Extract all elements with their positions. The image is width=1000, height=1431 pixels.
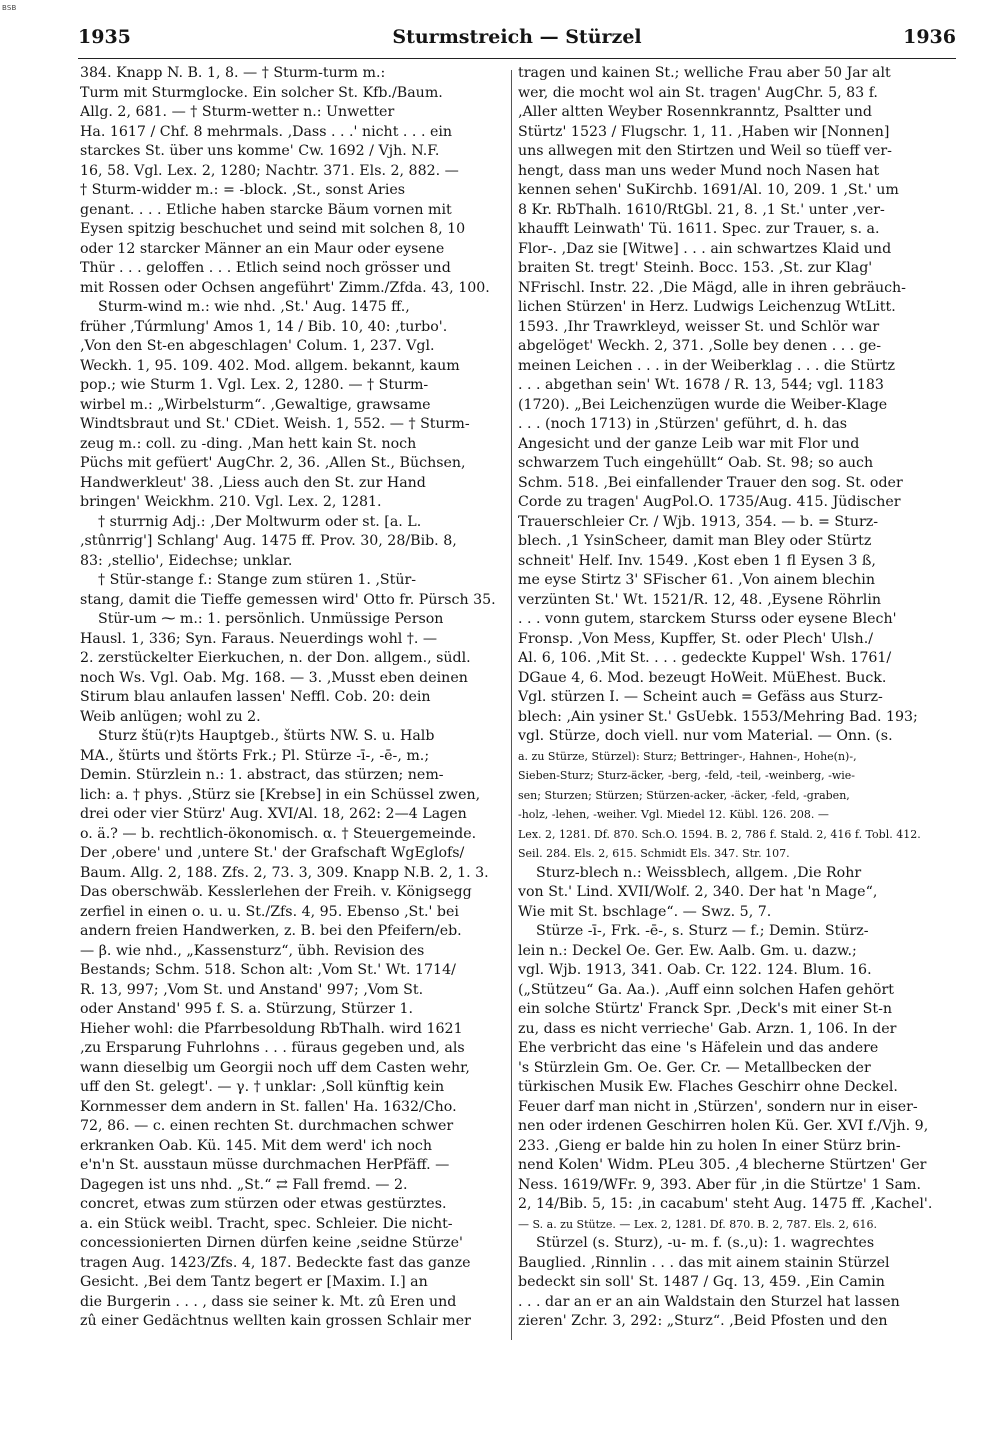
text-line: sen; Sturzen; Stürzen; Stürzen-acker, -äcker, -feld, -graben,: [518, 788, 850, 802]
text-line: zerfiel in einen o. u. u. St./Zfs. 4, 95. Ebenso ‚St.' bei: [80, 903, 459, 920]
text-line: („Stützeu“ Ga. Aa.). ‚Auff einn solchen Hafen gehört: [518, 981, 894, 998]
text-line: Stürzel (s. Sturz), -u- m. f. (s.,u): 1. wagrechtes: [536, 1235, 875, 1251]
text-line: Corde zu tragen' AugPol.O. 1735/Aug. 415. Jüdischer: [518, 494, 901, 510]
text-line: † Sturm-widder m.: = -block. ‚St., sonst Aries: [80, 182, 406, 198]
text-line: MA., štürts und štörts Frk.; Pl. Stürze -ī-, -ē-, m.;: [80, 747, 430, 764]
page-header: [78, 20, 956, 56]
text-line: Feuer darf man nicht in ‚Stürzen', sondern nur in eiser-: [518, 1098, 918, 1115]
text-line: noch Ws. Vgl. Oab. Mg. 168. — 3. ‚Musst eben deinen: [80, 669, 468, 686]
text-line: Sieben-Sturz; Sturz-äcker, -berg, -feld, -teil, -weinberg, -wie-: [518, 769, 856, 782]
text-line: Seil. 284. Els. 2, 615. Schmidt Els. 347. Str. 107.: [518, 847, 790, 860]
page-title: Sturmstreich — Stürzel: [392, 26, 642, 48]
text-line: starckes St. über uns komme' Cw. 1692 / Vjh. N.F.: [80, 143, 440, 159]
text-line: oder 12 starcker Männer an ein Maur oder eysene: [80, 240, 445, 257]
text-line: DGaue 4, 6. Mod. bezeugt HoWeit. MüEhest. Buck.: [518, 669, 887, 686]
text-line: lichen Stürzen' in Herz. Ludwigs Leichenzug WtLitt.: [518, 299, 896, 315]
text-line: nend Kolen' Widm. PLeu 305. ‚4 blecherne Stürtzen' Ger: [518, 1157, 927, 1173]
text-line: pop.; wie Sturm 1. Vgl. Lex. 2, 1280. — † Sturm-: [80, 377, 429, 393]
text-line: tragen und kainen St.; welliche Frau aber 50 Jar alt: [518, 65, 891, 81]
header-rule: [78, 58, 956, 59]
text-line: 2. zerstückelter Eierkuchen, n. der Don. allgem., südl.: [80, 650, 471, 666]
left-column: [80, 64, 505, 1346]
text-line: † Stür-stange f.: Stange zum stüren 1. ‚Stür-: [98, 572, 417, 588]
text-line: a. zu Stürze, Stürzel): Sturz; Bettringer-, Hahnen-, Hohe(n)-,: [518, 749, 857, 763]
text-line: Angesicht und der ganze Leib war mit Flor und: [518, 435, 860, 452]
text-line: nen oder irdenen Geschirren holen Kü. Ger. XVI f./Vjh. 9,: [518, 1118, 929, 1134]
text-line: blech: ‚Ain ysiner St.' GsUebk. 1553/Mehring Bad. 193;: [518, 708, 918, 725]
text-line: o. ä.? — b. rechtlich-ökonomisch. α. † Steuergemeinde.: [80, 825, 477, 842]
text-line: uns allwegen mit den Stirtzen und Weil so tüeff ver-: [518, 143, 892, 159]
library-stamp: BSB: [2, 4, 17, 12]
text-line: Fronsp. ‚Von Mess, Kupffer, St. oder Plech' Ulsh./: [518, 630, 873, 647]
text-line: meinen Leichen . . . in der Weiberklag . . . die Stürtz: [518, 357, 895, 374]
text-line: drei oder vier Stürz' Aug. XVI/Al. 18, 262: 2—4 Lagen: [80, 806, 467, 822]
text-line: Stürze -ī-, Frk. -ē-, s. Sturz — f.; Demin. Stürz-: [536, 923, 869, 939]
text-line: 2, 14/Bib. 5, 15: ‚in cacabum' steht Aug. 1475 ff. ‚Kachel'.: [518, 1196, 933, 1212]
text-line: me eyse Stirtz 3' SFischer 61. ‚Von ainem blechin: [518, 572, 875, 588]
text-line: concessionierten Dirnen dürfen keine ‚seidne Stürze': [80, 1235, 463, 1251]
text-line: (1720). „Bei Leichenzügen wurde die Weiber-Klage: [518, 396, 888, 413]
text-line: Flor-. ‚Daz sie [Witwe] . . . ain schwartzes Klaid und: [518, 240, 892, 257]
text-line: Dagegen ist uns nhd. „St.“ ⇄ Fall fremd. — 2.: [80, 1176, 408, 1193]
text-line: khaufft Leinwath' Tü. 1611. Spec. zur Trauer, s. a.: [518, 221, 880, 237]
text-line: . . . (noch 1713) in ‚Stürzen' geführt, d. h. das: [518, 416, 848, 432]
text-line: ‚Von den St-en abgeschlagen' Colum. 1, 237. Vgl.: [80, 338, 435, 354]
text-line: 384. Knapp N. B. 1, 8. — † Sturm-turm m.:: [80, 65, 386, 81]
text-line: Hieher wohl: die Pfarrbesoldung RbThalh. wird 1621: [80, 1020, 463, 1037]
text-line: Sturm-wind m.: wie nhd. ‚St.' Aug. 1475 ff.,: [98, 299, 410, 315]
text-line: Ha. 1617 / Chf. 8 mehrmals. ‚Dass . . .' nicht . . . ein: [80, 123, 453, 140]
text-line: . . . vonn gutem, starckem Sturss oder eysene Blech': [518, 611, 897, 627]
text-line: Al. 6, 106. ‚Mit St. . . . gedeckte Kuppel' Wsh. 1761/: [518, 650, 892, 666]
text-line: Thür . . . geloffen . . . Etlich seind noch grösser und: [80, 260, 451, 276]
text-line: Hausl. 1, 336; Syn. Faraus. Neuerdings wohl †. —: [80, 630, 438, 647]
text-line: 72, 86. — c. einen rechten St. durchmachen schwer: [80, 1118, 454, 1134]
text-line: Lex. 2, 1281. Df. 870. Sch.O. 1594. B. 2, 786 f. Stald. 2, 416 f. Tobl. 412.: [518, 827, 921, 841]
text-line: von St.' Lind. XVII/Wolf. 2, 340. Der hat 'n Mage“,: [518, 884, 878, 900]
text-line: zieren' Zchr. 3, 292: „Sturz“. ‚Beid Pfosten und den: [518, 1313, 888, 1329]
text-line: Windtsbraut und St.' CDiet. Weish. 1, 552. — † Sturm-: [80, 416, 470, 432]
text-line: 1593. ‚Ihr Trawrkleyd, weisser St. und Schlör war: [518, 318, 880, 335]
text-line: † sturrnig Adj.: ‚Der Moltwurm oder st. [a. L.: [98, 513, 422, 530]
text-line: 16, 58. Vgl. Lex. 2, 1280; Nachtr. 371. Els. 2, 882. —: [80, 162, 459, 179]
text-line: Ness. 1619/WFr. 9, 393. Aber für ‚in die Stürtze' 1 Sam.: [518, 1176, 922, 1193]
text-line: Stürtz' 1523 / Flugschr. 1, 11. ‚Haben wir [Nonnen]: [518, 123, 890, 140]
text-line: die Burgerin . . . , dass sie seiner k. Mt. zû Eren und: [80, 1293, 457, 1310]
text-line: wirbel m.: „Wirbelsturm“. ‚Gewaltige, grawsame: [80, 396, 431, 413]
text-line: bringen' Weickhm. 210. Vgl. Lex. 2, 1281.: [80, 494, 382, 510]
text-line: genant. . . . Etliche haben starcke Bäum vornen mit: [80, 201, 452, 218]
text-line: Ehe verbricht das eine 's Häfelein und das andere: [518, 1040, 879, 1056]
text-line: hengt, dass man uns weder Mund noch Nasen hat: [518, 162, 880, 179]
text-line: ‚stûnrrig'] Schlang' Aug. 1475 ff. Prov. 30, 28/Bib. 8,: [80, 533, 457, 549]
text-line: Das oberschwäb. Kesslerlehen der Freih. v. Königsegg: [80, 884, 472, 900]
text-line: Der ‚obere' und ‚untere St.' der Grafschaft WgEglofs/: [80, 845, 465, 861]
text-line: Eysen spitzig beschuchet und seind mit solchen 8, 10: [80, 221, 466, 237]
text-line: e'n'n St. ausstaun müsse durchmachen HerPfäff. —: [80, 1157, 450, 1173]
text-line: Schm. 518. ‚Bei einfallender Trauer den sog. St. oder: [518, 474, 903, 491]
text-line: — S. a. zu Stütze. — Lex. 2, 1281. Df. 870. B. 2, 787. Els. 2, 616.: [518, 1217, 878, 1231]
text-line: Kornmesser dem andern in St. fallen' Ha. 1632/Cho.: [80, 1098, 457, 1115]
column-divider: [511, 70, 512, 1340]
text-line: Weckh. 1, 95. 109. 402. Mod. allgem. bekannt, kaum: [80, 357, 460, 374]
text-line: a. ein Stück weibl. Tracht, spec. Schleier. Die nicht-: [80, 1215, 453, 1232]
text-line: schneit' Helf. Inv. 1549. ‚Kost eben 1 fl Eysen 3 ß,: [518, 552, 876, 569]
text-line: ‚zu Ersparung Fuhrlohns . . . füraus gegeben und, als: [80, 1040, 465, 1056]
text-line: zeug m.: coll. zu -ding. ‚Man hett kain St. noch: [80, 435, 417, 452]
page-number-left: 1935: [78, 26, 131, 48]
text-line: 233. ‚Gieng er balde hin zu holen In einer Stürz brin-: [518, 1137, 901, 1154]
text-line: . . . dar an er an ain Waldstain den Sturzel hat lassen: [518, 1293, 900, 1310]
text-line: Handwerkleut' 38. ‚Liess auch den St. zur Hand: [80, 474, 426, 491]
page-number-right: 1936: [903, 26, 956, 48]
text-line: blech. ‚1 YsinScheer, damit man Bley oder Stürtz: [518, 533, 872, 549]
text-line: Weib anlügen; wohl zu 2.: [80, 708, 261, 725]
text-line: Demin. Stürzlein n.: 1. abstract, das stürzen; nem-: [80, 767, 444, 783]
text-line: NFrischl. Instr. 22. ‚Die Mägd, alle in ihren gebräuch-: [518, 279, 906, 296]
text-line: Allg. 2, 681. — † Sturm-wetter n.: Unwetter: [80, 104, 395, 120]
text-line: ein solche Stürtz' Franck Spr. ‚Deck's mit einer St-n: [518, 1001, 892, 1017]
text-line: schwarzem Tuch eingehüllt“ Oab. St. 98; so auch: [518, 455, 874, 471]
text-line: stang, damit die Tieffe gemessen wird' Otto fr. Pürsch 35.: [80, 591, 496, 608]
text-line: kennen sehen' SuKirchb. 1691/Al. 10, 209. 1 ‚St.' um: [518, 182, 899, 198]
text-line: Stirum blau anlaufen lassen' Neffl. Cob. 20: dein: [80, 689, 431, 705]
text-line: 's Stürzlein Gm. Oe. Ger. Cr. — Metallbecken der: [518, 1059, 871, 1076]
text-line: türkischen Musik Ew. Flaches Geschirr ohne Deckel.: [518, 1079, 898, 1095]
text-line: bedeckt sin soll' St. 1487 / Gq. 13, 459. ‚Ein Camin: [518, 1274, 885, 1290]
text-line: Sturz-blech n.: Weissblech, allgem. ‚Die Rohr: [536, 864, 862, 881]
text-line: Sturz štü(r)ts Hauptgeb., štürts NW. S. u. Halb: [98, 728, 435, 744]
text-line: oder Anstand' 995 f. S. a. Stürzung, Stürzer 1.: [80, 1001, 414, 1017]
right-column: [518, 64, 956, 1346]
text-line: Stür-um ⁓ m.: 1. persönlich. Unmüssige Person: [98, 611, 444, 627]
text-line: ‚Aller altten Weyber Rosennkranntz, Psaltter und: [518, 104, 872, 120]
text-line: zu, dass es nicht verrieche' Gab. Arzn. 1, 106. In der: [518, 1020, 897, 1037]
text-line: lich: a. † phys. ‚Stürz sie [Krebse] in ein Schüssel zwen,: [80, 786, 481, 803]
text-line: zû einer Gedächtnus wellten kain grossen Schlair mer: [80, 1313, 471, 1329]
text-line: Püchs mit gefüert' AugChr. 2, 36. ‚Allen St., Büchsen,: [80, 455, 466, 471]
text-line: braiten St. tregt' Steinh. Bocc. 153. ‚St. zur Klag': [518, 260, 873, 276]
text-line: Bestands; Schm. 518. Schon alt: ‚Vom St.' Wt. 1714/: [80, 962, 456, 978]
text-line: Turm mit Sturmglocke. Ein solcher St. Kfb./Baum.: [80, 84, 443, 101]
text-line: R. 13, 997; ‚Vom St. und Anstand' 997; ‚Vom St.: [80, 981, 424, 998]
text-line: lein n.: Deckel Oe. Ger. Ew. Aalb. Gm. u. dazw.;: [518, 942, 857, 959]
text-line: erkranken Oab. Kü. 145. Mit dem werd' ich noch: [80, 1137, 432, 1154]
text-line: mit Rossen oder Ochsen angeführt' Zimm./Zfda. 43, 100.: [80, 279, 490, 296]
text-line: vgl. Wjb. 1913, 341. Oab. Cr. 122. 124. Blum. 16.: [518, 962, 872, 978]
text-line: Trauerschleier Cr. / Wjb. 1913, 354. — b. = Sturz-: [518, 513, 879, 530]
text-line: andern freien Handwerken, z. B. bei den Pfeifern/eb.: [80, 923, 462, 939]
text-line: abgelöget' Weckh. 2, 371. ‚Solle bey denen . . . ge-: [518, 338, 882, 354]
text-line: tragen Aug. 1423/Zfs. 4, 187. Bedeckte fast das ganze: [80, 1254, 471, 1271]
text-line: wer, die mocht wol ain St. tragen' AugChr. 5, 83 f.: [518, 84, 878, 101]
text-line: concret, etwas zum stürzen oder etwas gestürztes.: [80, 1196, 447, 1212]
text-line: wann dieselbig um Georgii noch uff dem Casten wehr,: [80, 1059, 470, 1076]
text-line: Bauglied. ‚Rinnlin . . . das mit ainem stainin Stürzel: [518, 1254, 890, 1271]
text-line: Baum. Allg. 2, 188. Zfs. 2, 73. 3, 309. Knapp N.B. 2, 1. 3.: [80, 864, 489, 881]
text-line: Vgl. stürzen I. — Scheint auch = Gefäss aus Sturz-: [518, 689, 883, 705]
text-line: früher ‚Túrmlung' Amos 1, 14 / Bib. 10, 40: ‚turbo'.: [80, 318, 448, 335]
text-line: vgl. Stürze, doch viell. nur vom Material. — Onn. (s.: [518, 728, 893, 744]
text-line: . . . abgethan sein' Wt. 1678 / R. 13, 544; vgl. 1183: [518, 377, 884, 393]
text-line: uff den St. gelegt'. — γ. † unklar: ‚Soll künftig kein: [80, 1079, 445, 1095]
text-line: verzünten St.' Wt. 1521/R. 12, 48. ‚Eysene Röhrlin: [518, 591, 882, 608]
text-line: — β. wie nhd., „Kassensturz“, übh. Revision des: [80, 942, 425, 959]
text-line: 83: ‚stellio', Eidechse; unklar.: [80, 552, 293, 569]
text-line: -holz, -lehen, -weiher. Vgl. Miedel 12. Kübl. 126. 208. —: [518, 808, 829, 821]
text-line: Wie mit St. bschlage“. — Swz. 5, 7.: [518, 903, 772, 920]
text-line: 8 Kr. RbThalh. 1610/RtGbl. 21, 8. ‚1 St.' unter ‚ver-: [518, 201, 885, 218]
text-line: Gesicht. ‚Bei dem Tantz begert er [Maxim. I.] an: [80, 1274, 428, 1290]
